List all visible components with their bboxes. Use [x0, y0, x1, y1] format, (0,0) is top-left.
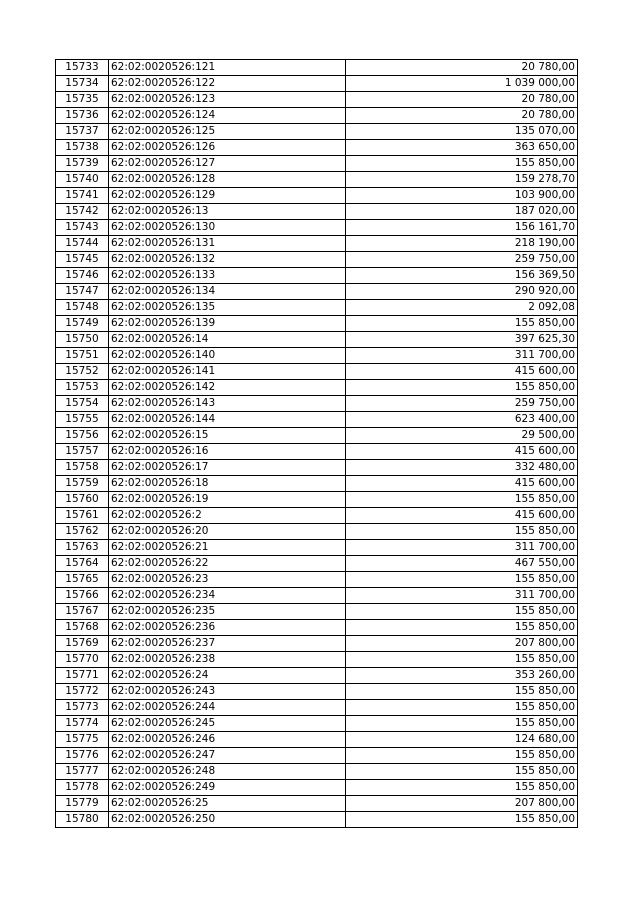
row-number-cell: 15771 [56, 668, 109, 684]
table-row [56, 476, 578, 492]
cadastral-value-table [55, 59, 578, 828]
cadastral-number-cell: 62:02:0020526:24 [109, 668, 346, 684]
cadastral-number-cell: 62:02:0020526:123 [109, 92, 346, 108]
row-number-cell: 15765 [56, 572, 109, 588]
row-number-cell: 15749 [56, 316, 109, 332]
row-number-cell: 15753 [56, 380, 109, 396]
row-number-cell: 15751 [56, 348, 109, 364]
table-row [56, 796, 578, 812]
table-row [56, 428, 578, 444]
row-number-cell: 15780 [56, 812, 109, 828]
value-cell: 207 800,00 [346, 636, 578, 652]
value-cell: 155 850,00 [346, 780, 578, 796]
value-cell: 415 600,00 [346, 508, 578, 524]
table-row [56, 380, 578, 396]
row-number-cell: 15740 [56, 172, 109, 188]
cadastral-number-cell: 62:02:0020526:140 [109, 348, 346, 364]
cadastral-number-cell: 62:02:0020526:22 [109, 556, 346, 572]
table-row [56, 460, 578, 476]
cadastral-number-cell: 62:02:0020526:130 [109, 220, 346, 236]
table-row [56, 268, 578, 284]
value-cell: 155 850,00 [346, 572, 578, 588]
value-cell: 415 600,00 [346, 364, 578, 380]
value-cell: 363 650,00 [346, 140, 578, 156]
row-number-cell: 15755 [56, 412, 109, 428]
value-cell: 155 850,00 [346, 812, 578, 828]
cadastral-number-cell: 62:02:0020526:238 [109, 652, 346, 668]
row-number-cell: 15776 [56, 748, 109, 764]
cadastral-number-cell: 62:02:0020526:144 [109, 412, 346, 428]
cadastral-number-cell: 62:02:0020526:16 [109, 444, 346, 460]
row-number-cell: 15761 [56, 508, 109, 524]
table-row [56, 588, 578, 604]
value-cell: 290 920,00 [346, 284, 578, 300]
row-number-cell: 15777 [56, 764, 109, 780]
table-row [56, 236, 578, 252]
value-cell: 29 500,00 [346, 428, 578, 444]
value-cell: 187 020,00 [346, 204, 578, 220]
cadastral-number-cell: 62:02:0020526:121 [109, 60, 346, 76]
table-row [56, 92, 578, 108]
cadastral-number-cell: 62:02:0020526:20 [109, 524, 346, 540]
table-row [56, 220, 578, 236]
cadastral-number-cell: 62:02:0020526:129 [109, 188, 346, 204]
cadastral-number-cell: 62:02:0020526:15 [109, 428, 346, 444]
value-cell: 311 700,00 [346, 540, 578, 556]
row-number-cell: 15760 [56, 492, 109, 508]
value-cell: 259 750,00 [346, 396, 578, 412]
cadastral-number-cell: 62:02:0020526:2 [109, 508, 346, 524]
row-number-cell: 15742 [56, 204, 109, 220]
cadastral-number-cell: 62:02:0020526:247 [109, 748, 346, 764]
table-row [56, 76, 578, 92]
value-cell: 155 850,00 [346, 748, 578, 764]
table-row [56, 652, 578, 668]
value-cell: 20 780,00 [346, 60, 578, 76]
row-number-cell: 15737 [56, 124, 109, 140]
table-row [56, 748, 578, 764]
row-number-cell: 15748 [56, 300, 109, 316]
table-row [56, 252, 578, 268]
row-number-cell: 15738 [56, 140, 109, 156]
cadastral-number-cell: 62:02:0020526:122 [109, 76, 346, 92]
row-number-cell: 15733 [56, 60, 109, 76]
table-row [56, 508, 578, 524]
row-number-cell: 15766 [56, 588, 109, 604]
row-number-cell: 15734 [56, 76, 109, 92]
cadastral-number-cell: 62:02:0020526:127 [109, 156, 346, 172]
row-number-cell: 15770 [56, 652, 109, 668]
cadastral-number-cell: 62:02:0020526:126 [109, 140, 346, 156]
table-row [56, 668, 578, 684]
cadastral-number-cell: 62:02:0020526:14 [109, 332, 346, 348]
row-number-cell: 15752 [56, 364, 109, 380]
table-row [56, 348, 578, 364]
row-number-cell: 15774 [56, 716, 109, 732]
value-cell: 415 600,00 [346, 444, 578, 460]
cadastral-number-cell: 62:02:0020526:23 [109, 572, 346, 588]
value-cell: 218 190,00 [346, 236, 578, 252]
table-row [56, 332, 578, 348]
table-row [56, 524, 578, 540]
table-row [56, 140, 578, 156]
cadastral-number-cell: 62:02:0020526:13 [109, 204, 346, 220]
value-cell: 155 850,00 [346, 652, 578, 668]
row-number-cell: 15763 [56, 540, 109, 556]
cadastral-number-cell: 62:02:0020526:139 [109, 316, 346, 332]
table-row [56, 204, 578, 220]
value-cell: 20 780,00 [346, 92, 578, 108]
cadastral-number-cell: 62:02:0020526:133 [109, 268, 346, 284]
row-number-cell: 15741 [56, 188, 109, 204]
row-number-cell: 15757 [56, 444, 109, 460]
table-row [56, 556, 578, 572]
table-row [56, 412, 578, 428]
value-cell: 135 070,00 [346, 124, 578, 140]
value-cell: 311 700,00 [346, 588, 578, 604]
row-number-cell: 15764 [56, 556, 109, 572]
cadastral-number-cell: 62:02:0020526:246 [109, 732, 346, 748]
row-number-cell: 15768 [56, 620, 109, 636]
cadastral-number-cell: 62:02:0020526:234 [109, 588, 346, 604]
value-cell: 415 600,00 [346, 476, 578, 492]
cadastral-number-cell: 62:02:0020526:25 [109, 796, 346, 812]
value-cell: 332 480,00 [346, 460, 578, 476]
cadastral-number-cell: 62:02:0020526:21 [109, 540, 346, 556]
cadastral-number-cell: 62:02:0020526:131 [109, 236, 346, 252]
table-row [56, 572, 578, 588]
table-row [56, 172, 578, 188]
value-cell: 103 900,00 [346, 188, 578, 204]
row-number-cell: 15745 [56, 252, 109, 268]
row-number-cell: 15762 [56, 524, 109, 540]
value-cell: 20 780,00 [346, 108, 578, 124]
row-number-cell: 15736 [56, 108, 109, 124]
value-cell: 159 278,70 [346, 172, 578, 188]
value-cell: 2 092,08 [346, 300, 578, 316]
table-row [56, 156, 578, 172]
row-number-cell: 15747 [56, 284, 109, 300]
table-row [56, 540, 578, 556]
value-cell: 155 850,00 [346, 716, 578, 732]
cadastral-number-cell: 62:02:0020526:243 [109, 684, 346, 700]
cadastral-number-cell: 62:02:0020526:17 [109, 460, 346, 476]
cadastral-number-cell: 62:02:0020526:236 [109, 620, 346, 636]
cadastral-number-cell: 62:02:0020526:134 [109, 284, 346, 300]
row-number-cell: 15735 [56, 92, 109, 108]
row-number-cell: 15779 [56, 796, 109, 812]
cadastral-number-cell: 62:02:0020526:18 [109, 476, 346, 492]
table-row [56, 812, 578, 828]
value-cell: 155 850,00 [346, 524, 578, 540]
value-cell: 155 850,00 [346, 700, 578, 716]
table-row [56, 108, 578, 124]
table-row [56, 684, 578, 700]
row-number-cell: 15746 [56, 268, 109, 284]
value-cell: 207 800,00 [346, 796, 578, 812]
cadastral-number-cell: 62:02:0020526:19 [109, 492, 346, 508]
table-body [56, 60, 578, 828]
table-row [56, 604, 578, 620]
table-row [56, 492, 578, 508]
row-number-cell: 15767 [56, 604, 109, 620]
table-row [56, 300, 578, 316]
cadastral-number-cell: 62:02:0020526:244 [109, 700, 346, 716]
table-row [56, 60, 578, 76]
value-cell: 155 850,00 [346, 156, 578, 172]
cadastral-number-cell: 62:02:0020526:249 [109, 780, 346, 796]
table-row [56, 716, 578, 732]
table-row [56, 124, 578, 140]
cadastral-number-cell: 62:02:0020526:132 [109, 252, 346, 268]
row-number-cell: 15772 [56, 684, 109, 700]
value-cell: 155 850,00 [346, 316, 578, 332]
cadastral-number-cell: 62:02:0020526:245 [109, 716, 346, 732]
value-cell: 156 161,70 [346, 220, 578, 236]
table-row [56, 316, 578, 332]
row-number-cell: 15750 [56, 332, 109, 348]
cadastral-number-cell: 62:02:0020526:248 [109, 764, 346, 780]
cadastral-number-cell: 62:02:0020526:250 [109, 812, 346, 828]
table-row [56, 780, 578, 796]
cadastral-number-cell: 62:02:0020526:124 [109, 108, 346, 124]
table-row [56, 700, 578, 716]
row-number-cell: 15775 [56, 732, 109, 748]
value-cell: 156 369,50 [346, 268, 578, 284]
table-row [56, 444, 578, 460]
value-cell: 1 039 000,00 [346, 76, 578, 92]
row-number-cell: 15743 [56, 220, 109, 236]
row-number-cell: 15778 [56, 780, 109, 796]
table-row [56, 764, 578, 780]
cadastral-number-cell: 62:02:0020526:141 [109, 364, 346, 380]
value-cell: 623 400,00 [346, 412, 578, 428]
value-cell: 467 550,00 [346, 556, 578, 572]
table-row [56, 396, 578, 412]
value-cell: 124 680,00 [346, 732, 578, 748]
value-cell: 155 850,00 [346, 604, 578, 620]
row-number-cell: 15739 [56, 156, 109, 172]
cadastral-number-cell: 62:02:0020526:125 [109, 124, 346, 140]
table-row [56, 620, 578, 636]
table-row [56, 284, 578, 300]
value-cell: 155 850,00 [346, 380, 578, 396]
cadastral-number-cell: 62:02:0020526:143 [109, 396, 346, 412]
value-cell: 155 850,00 [346, 492, 578, 508]
cadastral-number-cell: 62:02:0020526:142 [109, 380, 346, 396]
value-cell: 353 260,00 [346, 668, 578, 684]
row-number-cell: 15773 [56, 700, 109, 716]
cadastral-number-cell: 62:02:0020526:128 [109, 172, 346, 188]
value-cell: 155 850,00 [346, 764, 578, 780]
row-number-cell: 15754 [56, 396, 109, 412]
value-cell: 155 850,00 [346, 620, 578, 636]
row-number-cell: 15769 [56, 636, 109, 652]
table-row [56, 364, 578, 380]
cadastral-number-cell: 62:02:0020526:235 [109, 604, 346, 620]
value-cell: 397 625,30 [346, 332, 578, 348]
row-number-cell: 15756 [56, 428, 109, 444]
value-cell: 311 700,00 [346, 348, 578, 364]
cadastral-number-cell: 62:02:0020526:237 [109, 636, 346, 652]
row-number-cell: 15758 [56, 460, 109, 476]
cadastral-number-cell: 62:02:0020526:135 [109, 300, 346, 316]
value-cell: 155 850,00 [346, 684, 578, 700]
value-cell: 259 750,00 [346, 252, 578, 268]
table-row [56, 636, 578, 652]
table-row [56, 188, 578, 204]
table-row [56, 732, 578, 748]
row-number-cell: 15744 [56, 236, 109, 252]
row-number-cell: 15759 [56, 476, 109, 492]
